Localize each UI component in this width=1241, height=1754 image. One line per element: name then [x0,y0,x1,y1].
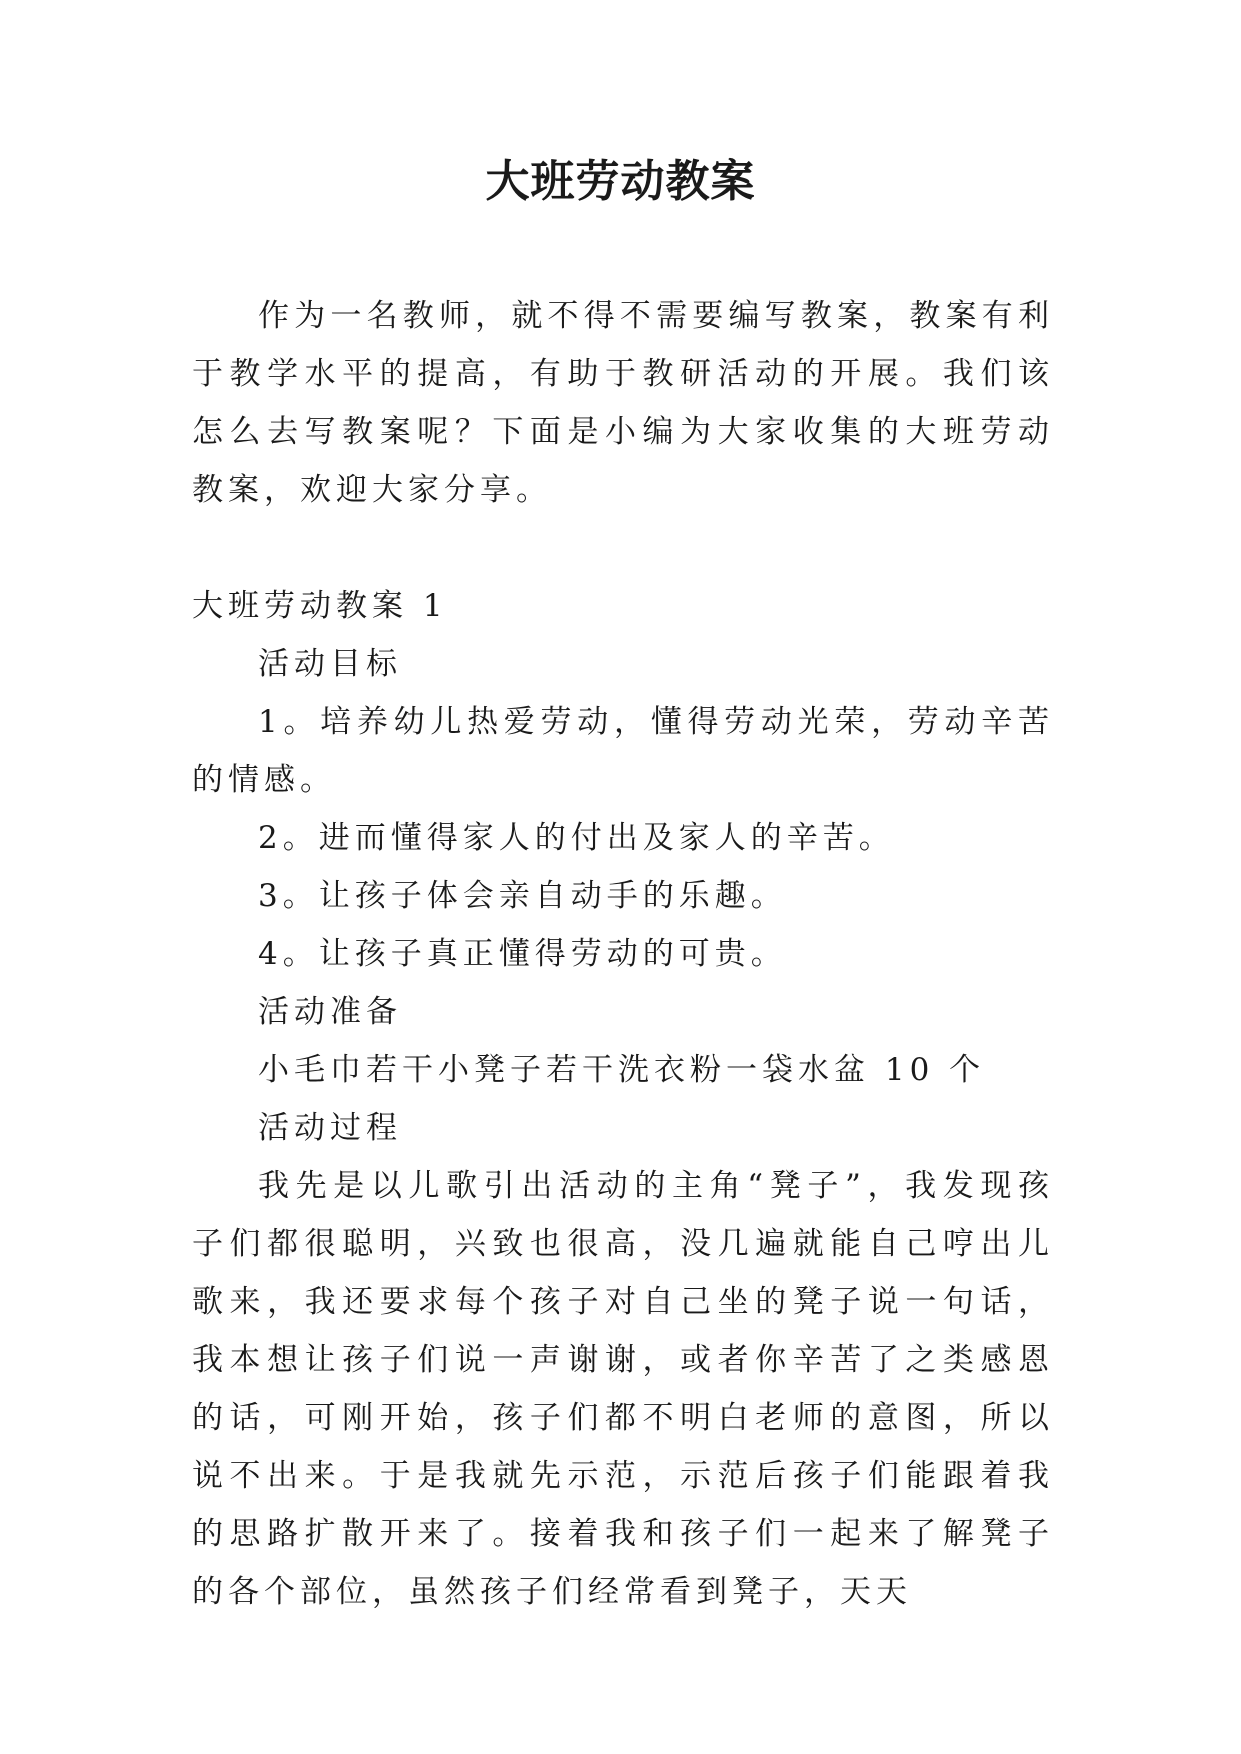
goal-item: 4。让孩子真正懂得劳动的可贵。 [258,936,787,972]
goal-heading: 活动目标 [258,646,402,682]
goal-item: 3。让孩子体会亲自动手的乐趣。 [258,878,787,914]
goal-item: 1。培养幼儿热爱劳动，懂得劳动光荣，劳动辛苦的情感。 [192,704,1054,798]
goal-item: 2。进而懂得家人的付出及家人的辛苦。 [258,820,895,856]
prep-text: 小毛巾若干小凳子若干洗衣粉一袋水盆 10 个 [258,1052,986,1088]
process-heading: 活动过程 [258,1110,402,1146]
document-title: 大班劳动教案 [485,156,756,207]
prep-heading: 活动准备 [258,994,402,1030]
section-heading: 大班劳动教案 1 [192,588,448,624]
document-body [192,287,1054,1621]
process-paragraph: 我先是以儿歌引出活动的主角“凳子”，我发现孩子们都很聪明，兴致也很高，没几遍就能自己哼出儿歌来，我还要求每个孩子对自己坐的凳子说一句话，我本想让孩子们说一声谢谢，或者你辛苦了之类感恩的话，可刚开始，孩子们都不明白老师的意图，所以说不出来。于是我就先示范，示范后孩子们能跟着我的思路扩散开来了。接着我和孩子们一起来了解凳子的各个部位，虽然孩子们经常看到凳子，天天 [192,1168,1054,1610]
intro-paragraph: 作为一名教师，就不得不需要编写教案，教案有利于教学水平的提高，有助于教研活动的开展。我们该怎么去写教案呢？下面是小编为大家收集的大班劳动教案，欢迎大家分享。 [192,298,1054,508]
section-spacer [192,519,1054,577]
